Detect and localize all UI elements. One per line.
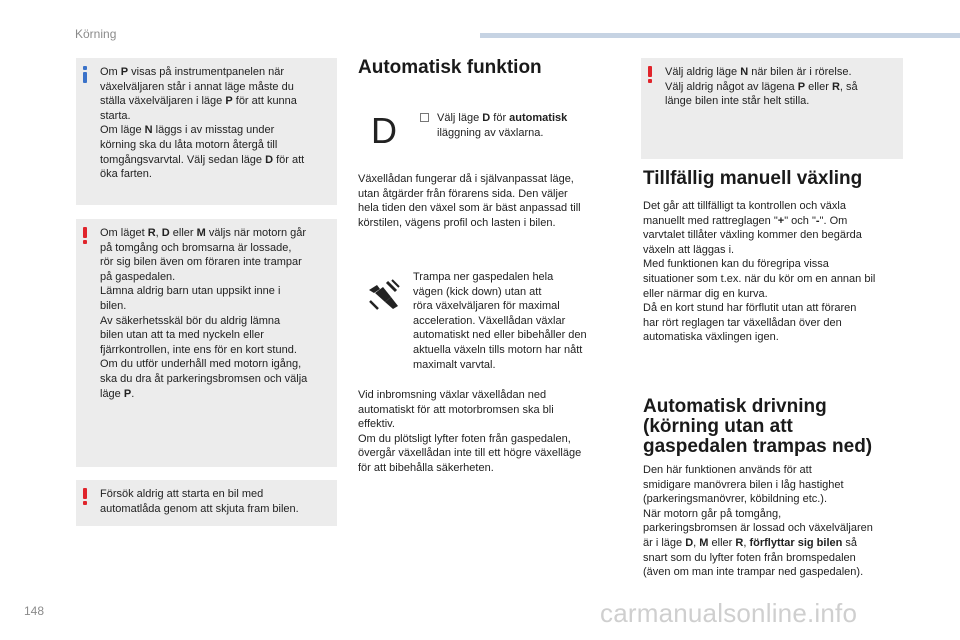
text-run: länge bilen inte står helt stilla. bbox=[665, 95, 810, 108]
text-run: , så bbox=[839, 80, 858, 93]
text-run: situationer som t.ex. när du kör om en annan bil bbox=[643, 272, 876, 285]
bold-text: + bbox=[777, 214, 785, 227]
text-run: på tomgång och bromsarna är lossade, bbox=[100, 241, 292, 254]
text-run: ska du dra åt parkeringsbromsen och välja bbox=[100, 372, 308, 385]
bold-text: - bbox=[815, 214, 820, 227]
gear-d-symbol: D bbox=[371, 110, 397, 151]
bold-text: D bbox=[482, 112, 491, 124]
text-run: Den här funktionen används för att bbox=[643, 464, 812, 476]
text-run: vägen (kick down) utan att bbox=[413, 285, 542, 298]
info-icon bbox=[82, 66, 88, 83]
text-run: körning ska du låta motorn återgå till bbox=[100, 138, 278, 151]
bold-text: P bbox=[797, 80, 806, 93]
bold-text: R bbox=[147, 227, 156, 239]
text-run: rör sig bilen även om föraren inte trampar bbox=[100, 256, 302, 269]
page-number: 148 bbox=[24, 604, 45, 618]
text-run: Trampa ner gaspedalen hela bbox=[413, 271, 554, 283]
text-run: effektiv. bbox=[358, 418, 395, 431]
text-run: iläggning av växlarna. bbox=[437, 126, 544, 139]
heading-line: Automatisk drivning bbox=[643, 396, 827, 417]
text-run: Om du plötsligt lyfter foten från gaspedalen, bbox=[358, 432, 571, 445]
text-run: , bbox=[155, 227, 162, 239]
bold-text: automatisk bbox=[509, 112, 568, 124]
bullet-text bbox=[437, 111, 610, 140]
text-run: visas på instrumentpanelen när bbox=[128, 66, 285, 78]
section-title: Körning bbox=[75, 27, 117, 41]
text-run: för bbox=[490, 112, 510, 124]
text-run: på gaspedalen. bbox=[100, 270, 176, 283]
text-run: Om läge bbox=[100, 124, 145, 137]
text-run: Om bbox=[100, 66, 121, 78]
text-run: Om du utför underhåll med motorn igång, bbox=[100, 358, 302, 371]
text-run: maximalt varvtal. bbox=[413, 358, 496, 371]
text-run: växeln att läggas i. bbox=[643, 243, 735, 256]
bold-text: N bbox=[144, 124, 153, 137]
warning-icon bbox=[647, 66, 653, 83]
text-run: för att bibehålla säkerheten. bbox=[358, 461, 494, 474]
text-run: Med funktionen kan du föregripa vissa bbox=[643, 258, 829, 271]
header-accent-bar bbox=[480, 33, 960, 38]
text-run: automatiska växlingen igen. bbox=[643, 331, 779, 344]
text-run: bilen utan att ta med nyckeln eller bbox=[100, 329, 264, 342]
text-run: läge bbox=[100, 387, 124, 400]
text-run: Om läget bbox=[100, 227, 148, 239]
text-run: Det går att tillfälligt ta kontrollen och växla bbox=[643, 200, 846, 212]
paragraph-engine-braking bbox=[358, 388, 613, 476]
text-run: röra växelväljaren för maximal bbox=[413, 300, 560, 313]
text-run: Välj aldrig läge bbox=[665, 66, 741, 78]
text-run: tomgångsvarvtal. Välj sedan läge bbox=[100, 153, 266, 166]
text-run: smidigare manövrera bilen i låg hastighet bbox=[643, 478, 844, 491]
text-run: Välj läge bbox=[437, 112, 483, 124]
paragraph-self-adaptive bbox=[358, 172, 613, 230]
heading-automatic-drive bbox=[643, 397, 903, 457]
text-run: eller bbox=[169, 227, 197, 239]
bold-text: M bbox=[196, 227, 206, 239]
warning-note-neutral bbox=[641, 58, 903, 159]
text-run: Försök aldrig att starta en bil med bbox=[100, 488, 264, 500]
bold-text: förflyttar sig bilen bbox=[749, 536, 843, 549]
text-run: Då en kort stund har förflutit utan att föraren bbox=[643, 302, 857, 315]
text-run: Växellådan fungerar då i självanpassat läge, bbox=[358, 173, 574, 185]
bold-text: P bbox=[123, 387, 132, 400]
text-run: Vid inbromsning växlar växellådan ned bbox=[358, 389, 547, 401]
text-run: ". Om bbox=[819, 214, 848, 227]
text-run: (parkeringsmanövrer, köbildning etc.). bbox=[643, 493, 828, 506]
text-run: eller bbox=[805, 80, 832, 93]
text-run: " och " bbox=[784, 214, 816, 227]
text-run: snart som du lyfter foten från bromspedalen bbox=[643, 551, 856, 564]
text-run: väljs när motorn går bbox=[205, 227, 307, 239]
text-run: fjärrkontrollen, inte ens för en kort stund. bbox=[100, 343, 297, 356]
text-run: Av säkerhetsskäl bör du aldrig lämna bbox=[100, 314, 281, 327]
text-run: parkeringsbromsen är lossad och växelväljaren bbox=[643, 522, 873, 535]
bold-text: R bbox=[735, 536, 744, 549]
text-run: bilen. bbox=[100, 299, 127, 312]
heading-manual-shifting: Tillfällig manuell växling bbox=[643, 168, 863, 189]
bold-text: M bbox=[699, 536, 709, 549]
heading-automatic-function: Automatisk funktion bbox=[358, 57, 542, 78]
note-text bbox=[100, 487, 327, 516]
bold-text: N bbox=[740, 66, 749, 78]
warning-note-idle bbox=[76, 219, 337, 467]
text-run: växelväljaren står i annat läge måste du bbox=[100, 80, 294, 93]
note-text bbox=[100, 226, 327, 401]
bullet-select-d bbox=[420, 111, 610, 140]
text-run: öka farten. bbox=[100, 168, 152, 181]
text-run: acceleration. Växellådan växlar bbox=[413, 314, 566, 327]
text-run: har rört reglagen tar växellådan över den bbox=[643, 316, 842, 329]
info-note-p-mode bbox=[76, 58, 337, 205]
text-run: automatiskt ned eller bibehåller den bbox=[413, 329, 587, 342]
text-run: så bbox=[842, 536, 858, 549]
text-run: , bbox=[693, 536, 700, 549]
bold-text: P bbox=[120, 66, 129, 78]
bold-text: P bbox=[225, 95, 233, 108]
heading-line: gaspedalen trampas ned) bbox=[643, 436, 873, 457]
text-run: när bilen är i rörelse. bbox=[748, 66, 852, 78]
paragraph-kickdown bbox=[413, 270, 613, 372]
bold-text: D bbox=[685, 536, 694, 549]
warning-note-push-start bbox=[76, 480, 337, 526]
heading-line: (körning utan att bbox=[643, 416, 793, 437]
text-run: är i läge bbox=[643, 536, 686, 549]
bullet-square-icon bbox=[420, 113, 429, 122]
text-run: övergår växellådan inte till ett högre växelläge bbox=[358, 447, 582, 460]
text-run: eller närmar dig en kurva. bbox=[643, 287, 768, 300]
text-run: aktuella växeln tills motorn har nått bbox=[413, 343, 583, 356]
warning-icon bbox=[82, 227, 88, 244]
text-run: körstilen, vägens profil och lasten i bilen. bbox=[358, 216, 556, 229]
kickdown-pedal-icon bbox=[366, 276, 402, 312]
note-text bbox=[665, 65, 893, 109]
paragraph-manual-shifting bbox=[643, 199, 905, 345]
text-run: för att bbox=[273, 153, 305, 166]
text-run: läggs i av misstag under bbox=[152, 124, 275, 137]
text-run: När motorn går på tomgång, bbox=[643, 507, 782, 520]
text-run: ställa växelväljaren i läge bbox=[100, 95, 226, 108]
bold-text: D bbox=[265, 153, 274, 166]
text-run: , bbox=[743, 536, 750, 549]
text-run: eller bbox=[708, 536, 736, 549]
text-run: varvtalet tillåter växling kommer den begärda bbox=[643, 229, 862, 242]
note-text bbox=[100, 65, 327, 182]
text-run: . bbox=[131, 387, 135, 400]
bold-text: R bbox=[831, 80, 840, 93]
text-run: starta. bbox=[100, 109, 131, 122]
text-run: hela tiden den växel som är bäst anpassad till bbox=[358, 202, 581, 215]
text-run: automatlåda genom att skjuta fram bilen. bbox=[100, 502, 299, 515]
text-run: för att kunna bbox=[232, 95, 297, 108]
text-run: manuellt med rattreglagen " bbox=[643, 214, 778, 227]
text-run: automatiskt för att motorbromsen ska bli bbox=[358, 403, 554, 416]
text-run: Lämna aldrig barn utan uppsikt inne i bbox=[100, 285, 281, 298]
text-run: utan åtgärder från förarens sida. Den väljer bbox=[358, 187, 568, 200]
bold-text: D bbox=[161, 227, 170, 239]
text-run: Välj aldrig något av lägena bbox=[665, 80, 798, 93]
warning-icon bbox=[82, 488, 88, 505]
watermark: carmanualsonline.info bbox=[600, 598, 858, 628]
paragraph-automatic-drive bbox=[643, 463, 905, 580]
text-run: (även om man inte trampar ned gaspedalen). bbox=[643, 566, 864, 579]
